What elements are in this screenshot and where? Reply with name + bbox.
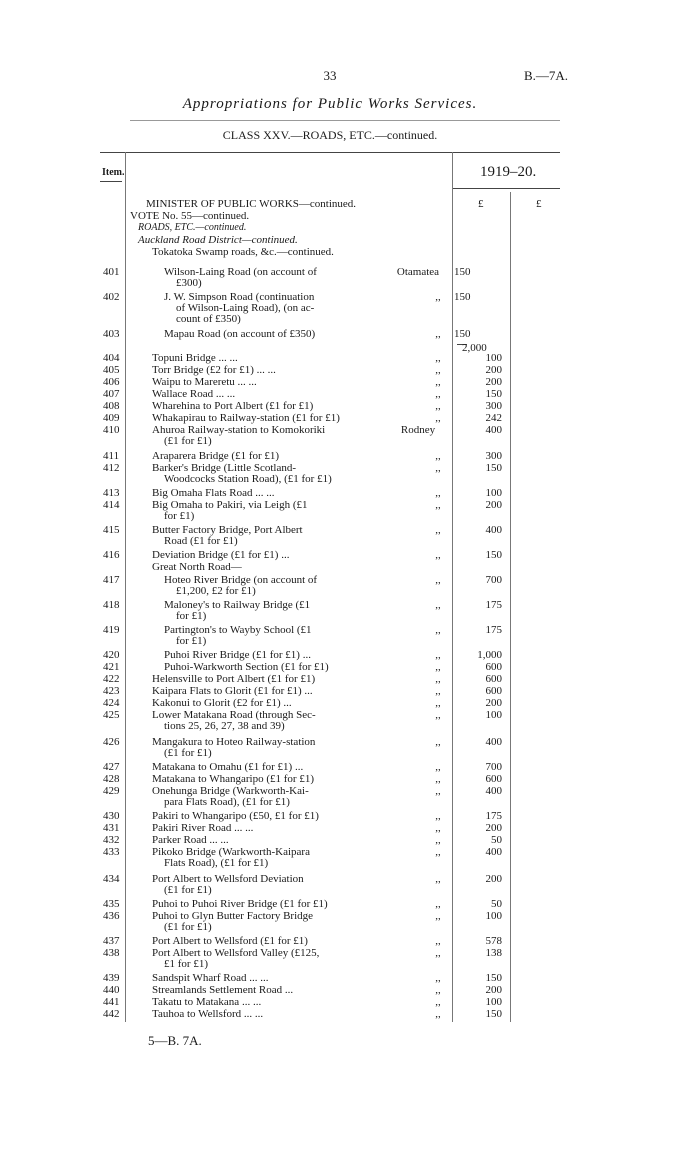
item-county: ,, [435, 709, 441, 721]
item-number: 437 [103, 935, 120, 947]
item-amount: 150 [485, 388, 502, 400]
item-county: ,, [435, 661, 441, 673]
item-number: 427 [103, 761, 120, 773]
item-county: ,, [435, 499, 441, 511]
column-divider-county [452, 152, 453, 1022]
table-row [130, 1008, 690, 1020]
running-title: Appropriations for Public Works Services. [182, 96, 478, 112]
item-county: ,, [435, 599, 441, 611]
table-row [130, 376, 690, 388]
item-description: Parker Road ... ... [152, 834, 229, 846]
item-description: Great North Road— [152, 561, 242, 573]
item-number: 432 [103, 834, 120, 846]
item-number: 424 [103, 697, 120, 709]
item-description: Hoteo River Bridge (on account of [164, 574, 318, 586]
item-number: 412 [103, 462, 120, 474]
item-description: Sandspit Wharf Road ... ... [152, 972, 269, 984]
item-description: Waipu to Mareretu ... ... [152, 376, 257, 388]
item-county: Otamatea [396, 266, 440, 278]
item-number: 429 [103, 785, 120, 797]
item-header-rule [100, 181, 122, 182]
item-description: Kakonui to Glorit (£2 for £1) ... [152, 697, 292, 709]
item-number: 403 [103, 328, 120, 340]
item-number: 439 [103, 972, 120, 984]
item-description: Topuni Bridge ... ... [152, 352, 238, 364]
item-amount: 700 [485, 574, 502, 586]
table-row [130, 761, 690, 773]
item-amount: 300 [485, 450, 502, 462]
table-row [130, 947, 690, 959]
item-county: ,, [435, 291, 441, 303]
item-amount: 150 [454, 291, 471, 303]
item-county: ,, [435, 376, 441, 388]
item-amount: 578 [485, 935, 502, 947]
table-row [130, 736, 690, 748]
item-amount: 400 [485, 424, 502, 436]
item-county: ,, [435, 846, 441, 858]
item-county: ,, [435, 785, 441, 797]
item-amount: 100 [485, 910, 502, 922]
item-number: 411 [103, 450, 120, 462]
item-description-continued: count of £350) [176, 313, 241, 325]
table-row [130, 499, 690, 511]
table-row [130, 984, 690, 996]
table-row [130, 873, 690, 885]
item-number: 413 [103, 487, 120, 499]
item-county: ,, [435, 352, 441, 364]
item-description: Kaipara Flats to Glorit (£1 for £1) ... [152, 685, 313, 697]
item-description: Port Albert to Wellsford Deviation [152, 873, 304, 885]
item-county: ,, [435, 697, 441, 709]
item-amount: 242 [485, 412, 502, 424]
item-description: Lower Matakana Road (through Sec- [152, 709, 316, 721]
item-county: ,, [435, 898, 441, 910]
table-row [130, 352, 690, 364]
item-amount: 100 [485, 352, 502, 364]
table-row [130, 424, 690, 436]
item-number: 406 [103, 376, 120, 388]
item-number: 434 [103, 873, 120, 885]
item-amount: 200 [485, 984, 502, 996]
table-row [130, 450, 690, 462]
item-description: Araparera Bridge (£1 for £1) [152, 450, 280, 462]
item-county: ,, [435, 524, 441, 536]
item-amount: 200 [485, 364, 502, 376]
item-description-continued: for £1) [164, 510, 195, 522]
column-divider-item [125, 152, 126, 1022]
item-description: Matakana to Omahu (£1 for £1) ... [152, 761, 304, 773]
item-description: Port Albert to Wellsford (£1 for £1) [152, 935, 308, 947]
item-description: Pakiri River Road ... ... [152, 822, 254, 834]
item-number: 407 [103, 388, 120, 400]
item-description: Takatu to Matakana ... ... [152, 996, 262, 1008]
item-description: Ahuroa Railway-station to Komokoriki [152, 424, 326, 436]
item-description: Puhoi to Puhoi River Bridge (£1 for £1) [152, 898, 328, 910]
table-row [130, 935, 690, 947]
item-county: ,, [435, 549, 441, 561]
page-number: 33 [323, 68, 337, 83]
item-number: 421 [103, 661, 120, 673]
item-amount: 175 [485, 624, 502, 636]
item-county: ,, [435, 972, 441, 984]
item-number: 408 [103, 400, 120, 412]
item-description-continued: Road (£1 for £1) [164, 535, 238, 547]
table-row [130, 328, 690, 340]
table-row [130, 822, 690, 834]
item-county: ,, [435, 984, 441, 996]
table-row [130, 487, 690, 499]
item-county: ,, [435, 947, 441, 959]
item-description: Butter Factory Bridge, Port Albert [152, 524, 303, 536]
footer-signature: 5—B. 7A. [148, 1033, 202, 1048]
item-amount: 150 [485, 462, 502, 474]
item-county: ,, [435, 822, 441, 834]
item-description-continued: (£1 for £1) [164, 747, 212, 759]
item-number: 440 [103, 984, 120, 996]
item-number: 431 [103, 822, 120, 834]
item-description: Mapau Road (on account of £350) [164, 328, 316, 340]
table-row [130, 599, 690, 611]
item-number: 419 [103, 624, 120, 636]
header-bottom-rule [452, 188, 560, 189]
item-description: Puhoi to Glyn Butter Factory Bridge [152, 910, 314, 922]
item-amount: 200 [485, 499, 502, 511]
item-description-continued: £300) [176, 277, 202, 289]
item-amount: 700 [485, 761, 502, 773]
table-row [130, 561, 690, 573]
item-description: Wilson-Laing Road (on account of [164, 266, 317, 278]
item-county: ,, [435, 649, 441, 661]
item-amount: 600 [485, 673, 502, 685]
item-county: ,, [435, 935, 441, 947]
item-amount: 50 [491, 834, 502, 846]
subtotal-amount: 2,000 [462, 342, 487, 354]
table-row [130, 661, 690, 673]
pound-column-2: £ [536, 198, 542, 210]
item-amount: 600 [485, 661, 502, 673]
item-description: Big Omaha to Pakiri, via Leigh (£1 [152, 499, 308, 511]
item-number: 438 [103, 947, 120, 959]
table-row [130, 412, 690, 424]
item-amount: 200 [485, 697, 502, 709]
item-county: Rodney [400, 424, 436, 436]
item-description: Wallace Road ... ... [152, 388, 236, 400]
item-number: 405 [103, 364, 120, 376]
item-description-continued: of Wilson-Laing Road), (on ac- [176, 302, 315, 314]
item-amount: 138 [485, 947, 502, 959]
item-county: ,, [435, 364, 441, 376]
item-county: ,, [435, 773, 441, 785]
item-county: ,, [435, 873, 441, 885]
item-county: ,, [435, 328, 441, 340]
item-description-continued: £1 for £1) [164, 958, 208, 970]
class-heading: CLASS XXV.—ROADS, ETC.—continued. [222, 128, 438, 142]
item-county: ,, [435, 810, 441, 822]
table-row [130, 697, 690, 709]
item-county: ,, [435, 996, 441, 1008]
item-number: 404 [103, 352, 120, 364]
item-description: Barker's Bridge (Little Scotland- [152, 462, 297, 474]
item-amount: 150 [485, 972, 502, 984]
item-amount: 150 [454, 328, 471, 340]
item-description-continued: (£1 for £1) [164, 884, 212, 896]
table-row [130, 549, 690, 561]
item-county: ,, [435, 388, 441, 400]
item-number: 436 [103, 910, 120, 922]
item-county: ,, [435, 834, 441, 846]
item-number: 409 [103, 412, 120, 424]
item-amount: 175 [485, 810, 502, 822]
table-row [130, 388, 690, 400]
item-description: Onehunga Bridge (Warkworth-Kai- [152, 785, 309, 797]
item-description: Whakapirau to Railway-station (£1 for £1) [152, 412, 340, 424]
item-amount: 150 [485, 549, 502, 561]
table-row [130, 996, 690, 1008]
item-amount: 50 [491, 898, 502, 910]
item-number: 441 [103, 996, 120, 1008]
table-row [130, 773, 690, 785]
item-number: 410 [103, 424, 120, 436]
item-number: 418 [103, 599, 120, 611]
table-row [130, 624, 690, 636]
table-row [130, 972, 690, 984]
item-amount: 300 [485, 400, 502, 412]
item-description-continued: Woodcocks Station Road), (£1 for £1) [164, 473, 332, 485]
item-description: Wharehina to Port Albert (£1 for £1) [152, 400, 314, 412]
item-county: ,, [435, 574, 441, 586]
table-row [130, 810, 690, 822]
item-description-continued: (£1 for £1) [164, 921, 212, 933]
year-column-header: 1919–20. [480, 164, 537, 180]
item-amount: 150 [454, 266, 471, 278]
item-description-continued: for £1) [176, 610, 207, 622]
item-description: Streamlands Settlement Road ... [152, 984, 294, 996]
swamp-heading: Tokatoka Swamp roads, &c.—continued. [152, 246, 334, 258]
item-description-continued: (£1 for £1) [164, 435, 212, 447]
item-county: ,, [435, 462, 441, 474]
item-county: ,, [435, 412, 441, 424]
item-county: ,, [435, 487, 441, 499]
item-amount: 1,000 [477, 649, 502, 661]
pound-column-1: £ [478, 198, 484, 210]
roads-heading: ROADS, ETC.—continued. [138, 222, 247, 233]
table-row [130, 364, 690, 376]
item-amount: 400 [485, 524, 502, 536]
item-county: ,, [435, 685, 441, 697]
table-row [130, 910, 690, 922]
vote-heading: VOTE No. 55—continued. [130, 210, 250, 222]
table-row [130, 685, 690, 697]
item-description: Port Albert to Wellsford Valley (£125, [152, 947, 320, 959]
table-row [130, 649, 690, 661]
item-description: Maloney's to Railway Bridge (£1 [164, 599, 311, 611]
document-reference: B.—7A. [523, 68, 568, 83]
table-row [130, 400, 690, 412]
item-number: 420 [103, 649, 120, 661]
item-amount: 600 [485, 773, 502, 785]
item-amount: 400 [485, 846, 502, 858]
table-row [130, 673, 690, 685]
item-description: Pakiri to Whangaripo (£50, £1 for £1) [152, 810, 319, 822]
item-description-continued: para Flats Road), (£1 for £1) [164, 796, 290, 808]
item-amount: 150 [485, 1008, 502, 1020]
item-amount: 100 [485, 709, 502, 721]
item-description-continued: tions 25, 26, 27, 38 and 39) [164, 720, 285, 732]
table-top-rule [100, 152, 560, 153]
item-description: Big Omaha Flats Road ... ... [152, 487, 275, 499]
item-amount: 600 [485, 685, 502, 697]
ministry-heading: MINISTER OF PUBLIC WORKS—continued. [146, 198, 357, 210]
item-description-continued: for £1) [176, 635, 207, 647]
item-description: Tauhoa to Wellsford ... ... [152, 1008, 264, 1020]
item-number: 430 [103, 810, 120, 822]
item-number: 433 [103, 846, 120, 858]
item-number: 414 [103, 499, 120, 511]
item-description: Pikoko Bridge (Warkworth-Kaipara [152, 846, 310, 858]
item-description: Matakana to Whangaripo (£1 for £1) [152, 773, 314, 785]
item-county: ,, [435, 673, 441, 685]
item-number: 402 [103, 291, 120, 303]
item-amount: 200 [485, 873, 502, 885]
item-amount: 175 [485, 599, 502, 611]
item-description: Mangakura to Hoteo Railway-station [152, 736, 316, 748]
item-amount: 100 [485, 996, 502, 1008]
item-amount: 100 [485, 487, 502, 499]
item-number: 415 [103, 524, 120, 536]
item-county: ,, [435, 624, 441, 636]
item-amount: 400 [485, 736, 502, 748]
item-column-header: Item. [102, 167, 125, 178]
item-description-continued: £1,200, £2 for £1) [176, 585, 256, 597]
item-description: Puhoi River Bridge (£1 for £1) ... [164, 649, 311, 661]
item-description: Torr Bridge (£2 for £1) ... ... [152, 364, 276, 376]
item-description-continued: Flats Road), (£1 for £1) [164, 857, 269, 869]
district-heading: Auckland Road District—continued. [138, 234, 298, 246]
item-county: ,, [435, 400, 441, 412]
item-number: 435 [103, 898, 120, 910]
item-number: 428 [103, 773, 120, 785]
item-number: 426 [103, 736, 120, 748]
item-county: ,, [435, 450, 441, 462]
item-description: Partington's to Wayby School (£1 [164, 624, 312, 636]
item-number: 425 [103, 709, 120, 721]
item-number: 401 [103, 266, 120, 278]
item-description: Puhoi-Warkworth Section (£1 for £1) [164, 661, 329, 673]
table-row [130, 266, 690, 278]
table-row [130, 834, 690, 846]
item-number: 422 [103, 673, 120, 685]
item-description: Deviation Bridge (£1 for £1) ... [152, 549, 290, 561]
item-amount: 200 [485, 376, 502, 388]
item-county: ,, [435, 910, 441, 922]
item-amount: 400 [485, 785, 502, 797]
item-amount: 200 [485, 822, 502, 834]
item-county: ,, [435, 1008, 441, 1020]
item-description: J. W. Simpson Road (continuation [164, 291, 315, 303]
item-description: Helensville to Port Albert (£1 for £1) [152, 673, 316, 685]
item-number: 442 [103, 1008, 120, 1020]
table-row [130, 898, 690, 910]
item-number: 416 [103, 549, 120, 561]
item-number: 423 [103, 685, 120, 697]
item-number: 417 [103, 574, 120, 586]
item-county: ,, [435, 736, 441, 748]
item-county: ,, [435, 761, 441, 773]
title-rule [130, 120, 560, 121]
